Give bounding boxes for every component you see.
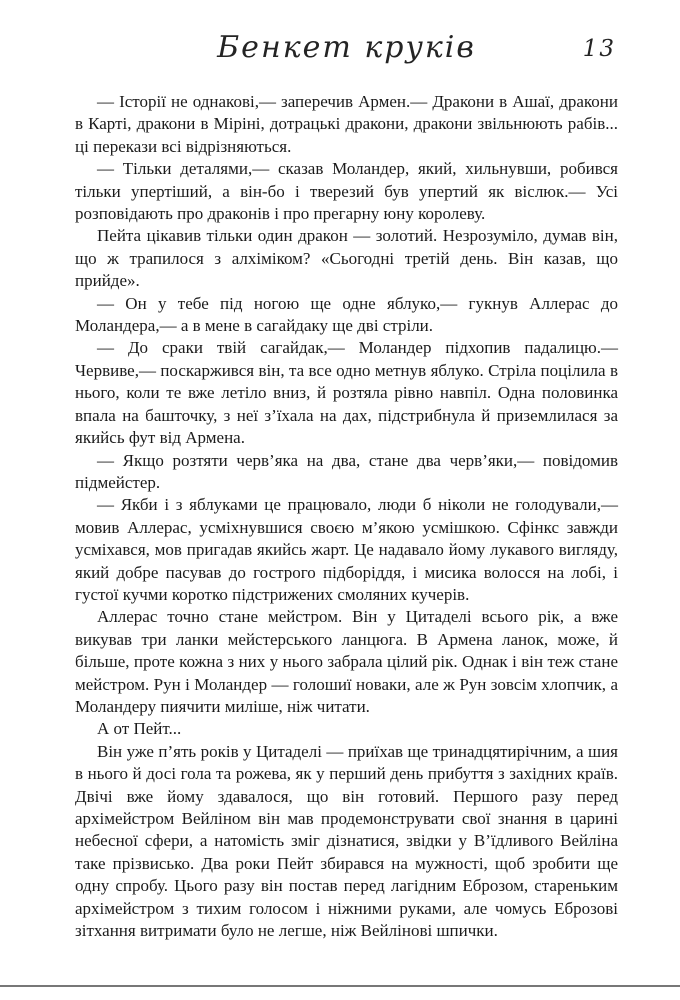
paragraph: А от Пейт... (97, 719, 182, 739)
paragraph: Аллерас точно стане мейстром. Він у Цитаделі всього рік, а вже викував три ланки мейстерського ланцюга. В Армена ланок, може, й більше, проте кожна з них у нього забрала цілий рік. Однак і він теж стане мейстром. Рун і Моландер — голошиї новаки, але ж Рун зовсім хлопчик, а Моландеру пиячити миліше, ніж читати. (75, 607, 618, 716)
paragraph: — Он у тебе під ногою ще одне яблуко,— гукнув Аллерас до Моландера,— а в мене в сагайдаку ще дві стріли. (75, 293, 618, 336)
paragraph: — Тільки деталями,— сказав Моландер, який, хильнувши, робився тільки упертіший, а він-бо і тверезий був упертий як віслюк.— Усі розповідають про драконів і про прегарну юну королеву. (75, 159, 618, 224)
paragraph: — До сраки твій сагайдак,— Моландер підхопив падалицю.— Червиве,— поскаржився він, та все одно метнув яблуко. Стріла поцілила в нього, коли те вже летіло вниз, й розтяла рівно навпіл. Одна половинка впала на башточку, з неї з’їхала на дах, підстрибнула й приземлилася за якийсь фут від Армена. (75, 338, 618, 448)
page-body (75, 91, 618, 942)
paragraph: Він уже п’ять років у Цитаделі — приїхав ще тринадцятирічним, а шия в нього й досі гола та рожева, як у перший день прибуття з західних країв. Двічі вже йому здавалося, що він готовий. Першого разу перед архімейстром Вейліном він мав продемонструвати свої знання в царині небесної сфери, а натомість зміг дізнатися, звідки у В’їдливого Вейліна таке прізвисько. Два роки Пейт збирався на мужності, щоб зробити ще одну спробу. Цього разу він постав перед лагідним Еброзом, стареньким архімейстром з тихим голосом і ніжними руками, але чомусь Еброзові зітхання витримати було не легше, ніж Вейлінові шпички. (75, 741, 618, 941)
paragraph: Пейта цікавив тільки один дракон — золотий. Незрозуміло, думав він, що ж трапилося з алхіміком? «Сьогодні третій день. Він казав, що прийде». (75, 226, 618, 291)
running-title: Бенкет круків (217, 30, 476, 65)
page-header (75, 30, 618, 80)
paragraph: — Якби і з яблуками це працювало, люди б ніколи не голодували,— мовив Аллерас, усміхнувшися своєю м’якою усмішкою. Сфінкс завжди усміхався, мов пригадав якийсь жарт. Це надавало йому лукавого вигляду, який добре пасував до гострого підборіддя, і мисика волосся на лобі, і густої кучми коротко підстрижених смоляних кучерів. (75, 495, 618, 604)
paragraph: — Якщо розтяти черв’яка на два, стане два черв’яки,— повідомив підмейстер. (75, 450, 618, 492)
paragraph: — Історії не однакові,— заперечив Армен.— Дракони в Ашаї, дракони в Карті, дракони в Міріні, дотрацькі дракони, дракони звільнюють рабів... ці перекази всі відрізняються. (75, 92, 618, 156)
page-number: 13 (582, 36, 616, 62)
page-bottom-edge-line (0, 985, 680, 987)
